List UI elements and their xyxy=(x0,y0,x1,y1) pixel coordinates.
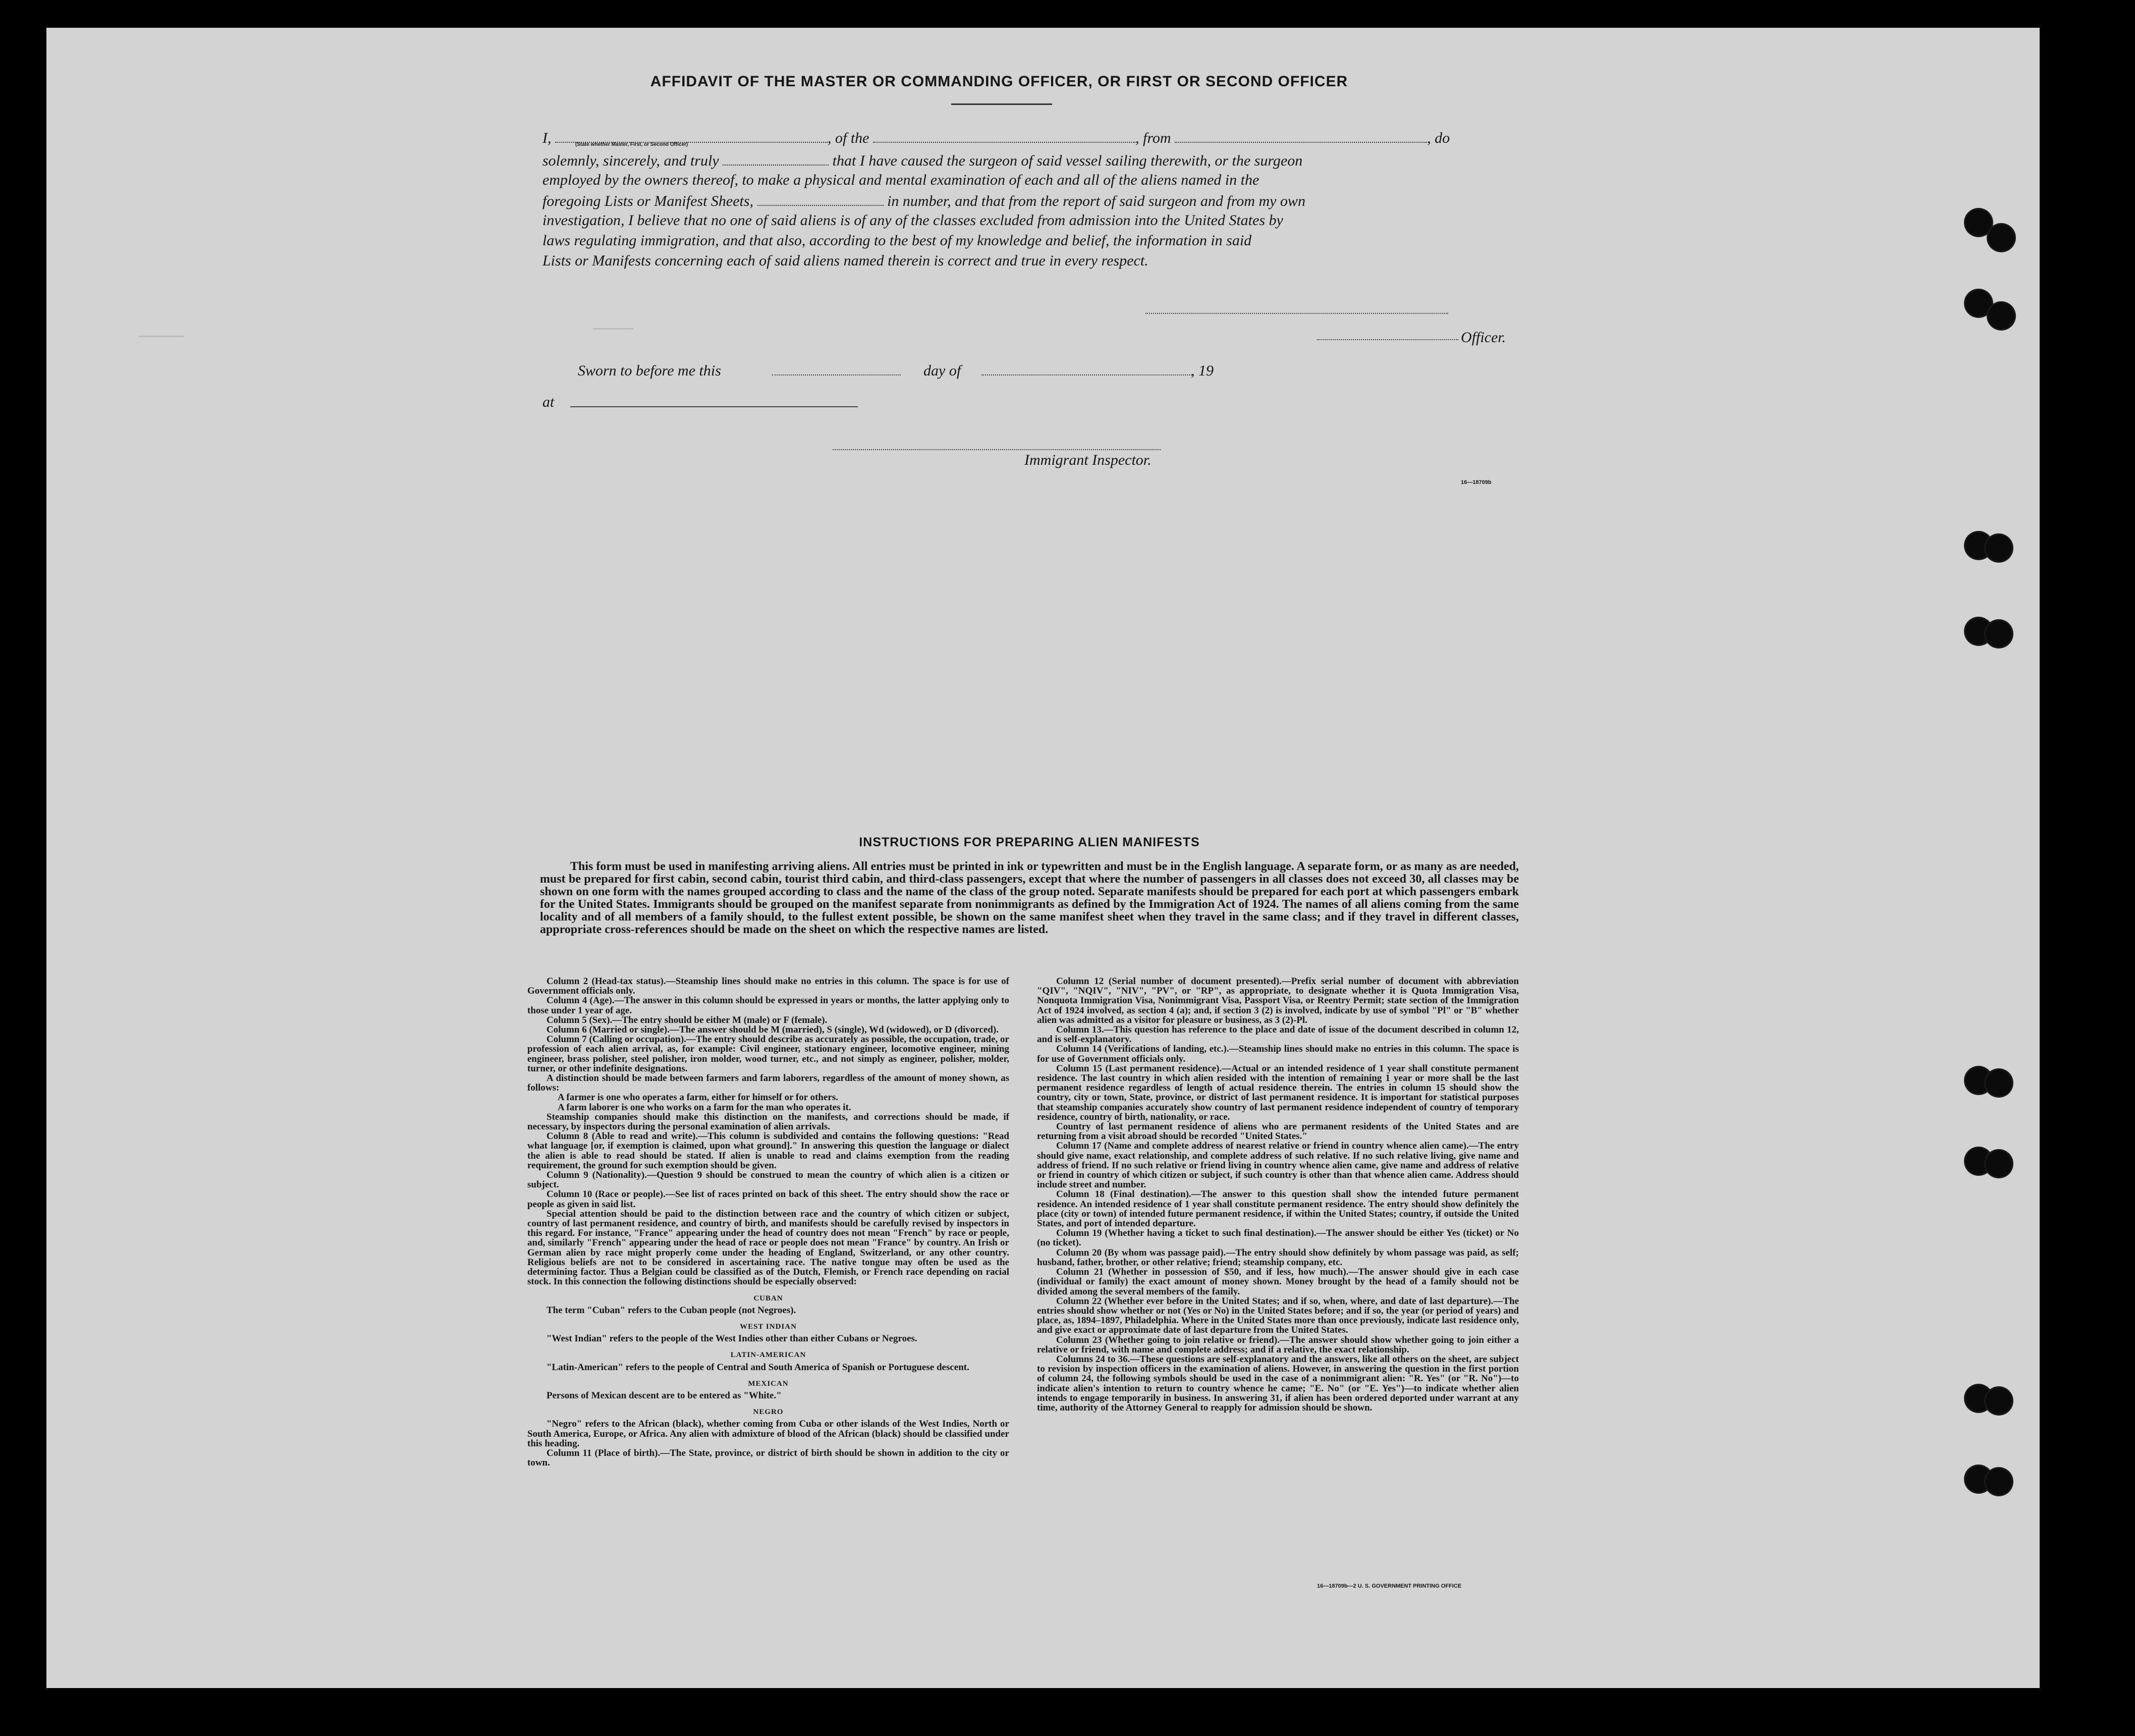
officer-rank-field[interactable] xyxy=(555,129,828,147)
inspector-signature-line[interactable] xyxy=(833,449,1161,450)
affidavit-line-3: employed by the owners thereof, to make a physical and mental examination of each and all of the aliens named in the xyxy=(542,172,1260,188)
col-5: Column 5 (Sex).—The entry should be either M (male) or F (female). xyxy=(546,1014,828,1025)
steamship-note: Steamship companies should make this distinction on the manifests, and corrections should be made, if necessary, by inspectors during the personal examination of alien arrivals. xyxy=(527,1111,1009,1132)
sworn-label: Sworn to before me this xyxy=(578,362,721,379)
at-label: at xyxy=(542,394,555,410)
binding-hole xyxy=(1986,1151,2012,1177)
officer-label: Officer. xyxy=(1461,329,1506,346)
affidavit-line-2 xyxy=(542,151,1302,170)
laborer-def: A farm laborer is one who works on a farm for the man who operates it. xyxy=(558,1102,851,1113)
year-label: , 19 xyxy=(1191,362,1214,379)
col-15: Column 15 (Last permanent residence).—Actual or an intended residence of 1 year shall constitute permanent residence. The last country in which alien resided with the intention of remaining 1 year or more shall be the last permanent residence regardless of length of actual residence therein. The entries in column 15 should show the country, city or town, State, province, or district of last permanent residence. It is important for statistical purposes that steamship companies accurately show country of last permanent residence independent of country of temporary residence, country of birth, nationality, or race. xyxy=(1037,1063,1519,1122)
binding-hole xyxy=(1986,1388,2012,1414)
report-text: in number, and that from the report of said surgeon and from my own xyxy=(887,193,1305,209)
latin-american-heading: LATIN-AMERICAN xyxy=(730,1351,806,1360)
col-20: Column 20 (By whom was passage paid).—The entry should show definitely by whom passage was paid, as self; husband, father, brother, or other relative; friend; steamship company, etc. xyxy=(1037,1247,1519,1268)
affirm-label: solemnly, sincerely, and truly xyxy=(542,152,719,169)
officer-title-line[interactable] xyxy=(1317,339,1458,340)
mexican-heading: MEXICAN xyxy=(748,1379,789,1388)
instructions-title: INSTRUCTIONS FOR PREPARING ALIEN MANIFESTS xyxy=(859,835,1200,849)
binding-hole xyxy=(1986,1469,2012,1495)
rank-note: (State whether Master, First, or Second Officer) xyxy=(575,142,688,147)
do-label: , do xyxy=(1427,130,1450,146)
col-22: Column 22 (Whether ever before in the United States; and if so, when, where, and date of last departure).—The entries should show whether or not (Yes or No) in the United States before; and if so, the year (or period of years) and place, as, 1894–1897, Philadelphia. Where in the United States more than once previously, indicate last residence only, and give exact or approximate date of last departure from the United States. xyxy=(1037,1295,1519,1336)
cuban-heading: CUBAN xyxy=(753,1294,783,1303)
col-2: Column 2 (Head-tax status).—Steamship lines should make no entries in this column. The space is for use of Government officials only. xyxy=(527,976,1009,997)
col-19: Column 19 (Whether having a ticket to such final destination).—The answer should be either Yes (ticket) or No (no ticket). xyxy=(1037,1228,1519,1249)
mexican-def: Persons of Mexican descent are to be entered as "White." xyxy=(546,1390,782,1401)
binding-hole xyxy=(1986,1070,2012,1096)
binding-hole xyxy=(1965,290,1992,316)
col-18: Column 18 (Final destination).—The answer to this question shall show the intended future permanent residence. An intended residence of 1 year shall constitute permanent residence. The entry should show definitely the place (city or town) of intended future permanent residence, if within the United States; country, if outside the United States, and port of intended departure. xyxy=(1037,1189,1519,1229)
affidavit-title: AFFIDAVIT OF THE MASTER OR COMMANDING OFFICER, OR FIRST OR SECOND OFFICER xyxy=(650,73,1348,90)
west-indian-def: "West Indian" refers to the people of the West Indies other than either Cubans or Negroes. xyxy=(546,1333,917,1344)
printing-office-footer: 16—18709b—2 U. S. GOVERNMENT PRINTING OFFICE xyxy=(1317,1583,1462,1589)
binding-hole xyxy=(1988,225,2014,251)
col-7: Column 7 (Calling or occupation).—The entry should describe as accurately as possible, the occupation, trade, or profession of each alien arrival, as, for example: Civil engineer, stationary engineer, locomotive engineer, mining engineer, brass polisher, steel polisher, iron molder, wood turner, etc., and not simply as engineer, polisher, molder, turner, or other indefinite designations. xyxy=(527,1034,1009,1074)
sworn-month-field[interactable] xyxy=(981,374,1193,375)
signature-line[interactable] xyxy=(1145,313,1448,314)
instructions-intro xyxy=(540,860,1519,936)
affidavit-line-7: Lists or Manifests concerning each of said aliens named therein is correct and true in every respect. xyxy=(542,252,1148,269)
col-11: Column 11 (Place of birth).—The State, province, or district of birth should be shown in addition to the city or town. xyxy=(527,1447,1009,1469)
margin-mark xyxy=(593,328,633,330)
affidavit-line-6: laws regulating immigration, and that also, according to the best of my knowledge and belief, the information in said xyxy=(542,232,1252,249)
from-label: , from xyxy=(1135,130,1171,146)
instructions-left-column xyxy=(527,976,1009,1468)
col-23: Column 23 (Whether going to join relative or friend).—The answer should show whether going to join either a relative or friend, with name and complete address; and if a relative, the exact relationship. xyxy=(1037,1334,1519,1355)
col-12: Column 12 (Serial number of document presented).—Prefix serial number of document with abbreviation "QIV", "NQIV", "NIV", "PV", or "RP", as appropriate, to designate whether it is Quota Immigration Visa, Nonquota Immigration Visa, Nonimmigrant Visa, Passport Visa, or Reentry Permit; state section of the Immigration Act of 1924 involved, as section 4 (a); and, if section 3 (2) is involved, indicate by use of symbol "Pl" or "B" whether alien was admitted as a visitor for pleasure or business, as 3 (2)-Pl. xyxy=(1037,976,1519,1025)
col-6: Column 6 (Married or single).—The answer should be M (married), S (single), Wd (widowed), or D (divorced). xyxy=(546,1024,999,1036)
col-10: Column 10 (Race or people).—See list of races printed on back of this sheet. The entry should show the race or people as given in said list. xyxy=(527,1189,1009,1210)
i-label: I, xyxy=(542,130,552,146)
negro-def: "Negro" refers to the African (black), whether coming from Cuba or other islands of the West Indies, North or South America, Europe, or Africa. Any alien with admixture of blood of the African (black) should be classified under this heading. xyxy=(527,1419,1009,1449)
of-the-label: , of the xyxy=(828,130,869,146)
col-21: Column 21 (Whether in possession of $50, and if less, how much).—The answer should give in each case (individual or family) the exact amount of money shown. Money brought by the head of a family should not be divided among the several members of the family. xyxy=(1037,1267,1519,1297)
cuban-def: The term "Cuban" refers to the Cuban people (not Negroes). xyxy=(546,1305,796,1316)
binding-hole xyxy=(1965,209,1992,236)
country-note: Country of last permanent residence of aliens who are permanent residents of the United States and are returning from a visit abroad should be recorded "United States." xyxy=(1037,1121,1519,1142)
affidavit-line-4 xyxy=(542,192,1305,210)
margin-mark xyxy=(139,336,184,337)
col-17: Column 17 (Name and complete address of nearest relative or friend in country whence alien came).—The entry should give name, exact relationship, and complete address of such relative. If no such relative living, give name and address of friend. If no such relative or friend living in country whence alien came, give name and address of relative or friend in country of which citizen or subject, if such country is other than that whence alien came. Address should include street and number. xyxy=(1037,1141,1519,1190)
vessel-field[interactable] xyxy=(873,129,1135,143)
affidavit-line-1 xyxy=(542,129,1450,147)
negro-heading: NEGRO xyxy=(753,1408,784,1417)
binding-strip xyxy=(2040,0,2135,1736)
farmer-def: A farmer is one who operates a farm, either for himself or for others. xyxy=(558,1092,838,1103)
title-rule xyxy=(951,103,1052,105)
binding-hole xyxy=(1986,621,2012,647)
instructions-right-column xyxy=(1037,976,1519,1413)
col-14: Column 14 (Verifications of landing, etc.).—Steamship lines should make no entries in this column. The space is for use of Government officials only. xyxy=(1037,1044,1519,1064)
form-number: 16—18709b xyxy=(1461,479,1492,485)
place-line[interactable] xyxy=(570,406,858,407)
declare-field[interactable] xyxy=(723,151,829,166)
intro-paragraph: This form must be used in manifesting arriving aliens. All entries must be printed in ink or typewritten and must be in the English language. A separate form, or as many as are needed, must be prepared for first cabin, second cabin, tourist third cabin, and third-class passengers, except that where the number of passengers in all classes does not exceed 30, all classes may be shown on one form with the names grouped according to class and the name of the class of the group noted. Separate manifests should be prepared for each port at which passengers embark for the United States. Immigrants should be grouped on the manifest separate from nonimmigrants as defined by the Immigration Act of 1924. The names of all aliens coming from the same locality and of all members of a family should, to the fullest extent possible, be shown on the same manifest sheet when they travel in the same class; and if they travel in different classes, appropriate cross-references should be made on the sheet on which the respective names are listed. xyxy=(540,860,1519,936)
col-8: Column 8 (Able to read and write).—This column is subdivided and contains the following questions: "Read what language [or, if exemption is claimed, upon what ground]." In answering this question the language or dialect the alien is able to read should be stated. If alien is unable to read and claims exemption from the reading requirement, the ground for such exemption should be given. xyxy=(527,1131,1009,1171)
special-note: Special attention should be paid to the distinction between race and the country of which citizen or subject, country of last permanent residence, and country of birth, and manifests should be carefully revised by inspectors in this regard. For instance, "France" appearing under the head of country does not mean "French" by race or people, and, similarly "French" appearing under the head of race or people does not mean "France" by country. An Irish or German alien by race might properly come under the heading of England, Switzerland, or any other country. Religious beliefs are not to be considered in ascertaining race. The native tongue may often be used as the determining factor. Thus a Belgian could be classified as of the Dutch, Flemish, or French race depending on racial stock. In this connection the following distinctions should be especially observed: xyxy=(527,1208,1009,1287)
surgeon-text: that I have caused the surgeon of said vessel sailing therewith, or the surgeon xyxy=(832,152,1303,169)
col-4: Column 4 (Age).—The answer in this column should be expressed in years or months, the latter applying only to those under 1 year of age. xyxy=(527,995,1009,1016)
col-24-36: Columns 24 to 36.—These questions are self-explanatory and the answers, like all others on the sheet, are subject to revision by inspection officers in the examination of aliens. However, in answering the question in the first portion of column 24, the following symbols should be used in the case of a nonimmigrant alien: "R. Yes" (or "R. No")—to indicate alien's intention to return to country whence he came; "E. No" (or "E. Yes")—to indicate whether alien intends to engage temporarily in business. In answering 31, if alien has been ordered deported under warrant at any time, authority of the Attorney General to reapply for admission should be shown. xyxy=(1037,1353,1519,1413)
sworn-day-field[interactable] xyxy=(772,374,901,375)
west-indian-heading: WEST INDIAN xyxy=(740,1322,797,1331)
col-13: Column 13.—This question has reference to the place and date of issue of the document described in column 12, and is self-explanatory. xyxy=(1037,1024,1519,1045)
affidavit-line-5: investigation, I believe that no one of said aliens is of any of the classes excluded from admission into the United States by xyxy=(542,212,1283,229)
manifest-sheet xyxy=(46,28,2040,1688)
binding-hole xyxy=(1986,535,2012,561)
number-field[interactable] xyxy=(757,192,884,206)
lists-label: foregoing Lists or Manifest Sheets, xyxy=(542,193,754,209)
col-9: Column 9 (Nationality).—Question 9 should be construed to mean the country of which alien is a citizen or subject. xyxy=(527,1170,1009,1190)
inspector-label: Immigrant Inspector. xyxy=(1024,452,1152,468)
latin-american-def: "Latin-American" refers to the people of Central and South America of Spanish or Portuguese descent. xyxy=(546,1362,969,1373)
day-of-label: day of xyxy=(923,362,961,379)
port-field[interactable] xyxy=(1175,129,1427,143)
farm-note: A distinction should be made between farmers and farm laborers, regardless of the amount of money shown, as follows: xyxy=(527,1073,1009,1094)
binding-hole xyxy=(1988,303,2014,329)
